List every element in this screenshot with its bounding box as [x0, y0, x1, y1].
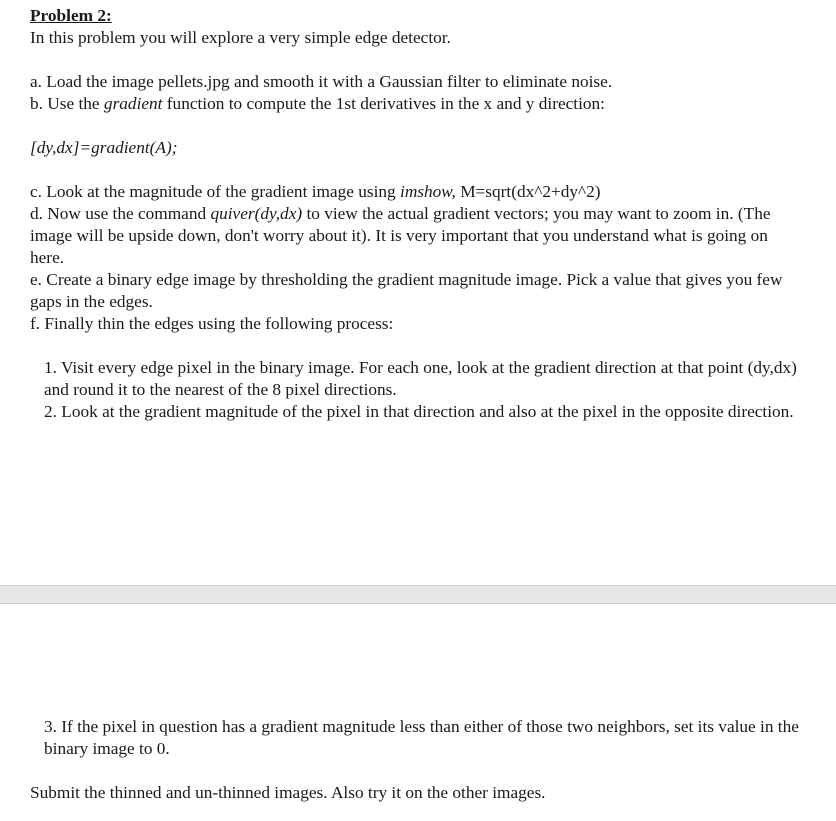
code-line: [dy,dx]=gradient(A); [30, 138, 178, 157]
step-2: 2. Look at the gradient magnitude of the pixel in that direction and also at the pixel in the opposite direction. [44, 402, 794, 421]
item-c [30, 181, 800, 203]
spacer [30, 335, 800, 357]
item-b-emphasis: gradient [103, 94, 163, 113]
item-f: f. Finally thin the edges using the following process: [30, 314, 394, 333]
page-1 [30, 5, 800, 423]
page-2 [30, 716, 800, 804]
item-a: a. Load the image pellets.jpg and smooth it with a Gaussian filter to eliminate noise. [30, 72, 613, 91]
item-b-text-end: function to compute the 1st derivatives in the x and y direction: [162, 94, 605, 113]
step-3: 3. If the pixel in question has a gradient magnitude less than either of those two neighbors, set its value in the binary image to 0. [44, 717, 799, 758]
item-c-emphasis: imshow, [400, 182, 456, 201]
item-d-emphasis: quiver(dy,dx) [210, 204, 303, 223]
intro-text: In this problem you will explore a very simple edge detector. [30, 28, 451, 47]
spacer [30, 49, 800, 71]
step-1: 1. Visit every edge pixel in the binary image. For each one, look at the gradient direction at that point (dy,dx) and round it to the nearest of the 8 pixel directions. [44, 358, 797, 399]
spacer [30, 159, 800, 181]
submit-text: Submit the thinned and un-thinned images. Also try it on the other images. [30, 783, 546, 802]
item-d-text-end: to view the actual gradient vectors; you may want to zoom in. (The image will be upside down, don't worry about it). It is very important that you understand what is going on here. [30, 204, 771, 267]
problem-title: Problem 2: [30, 6, 112, 25]
item-c-text: c. Look at the magnitude of the gradient image using [30, 182, 401, 201]
item-e: e. Create a binary edge image by thresholding the gradient magnitude image. Pick a value that gives you few gaps in the edges. [30, 270, 783, 311]
item-d-text: d. Now use the command [30, 204, 211, 223]
page-break [0, 585, 836, 604]
spacer [30, 115, 800, 137]
spacer [30, 760, 800, 782]
item-b [30, 93, 800, 115]
item-c-text-end: M=sqrt(dx^2+dy^2) [455, 182, 601, 201]
item-d [30, 203, 800, 269]
item-b-text: b. Use the [30, 94, 104, 113]
